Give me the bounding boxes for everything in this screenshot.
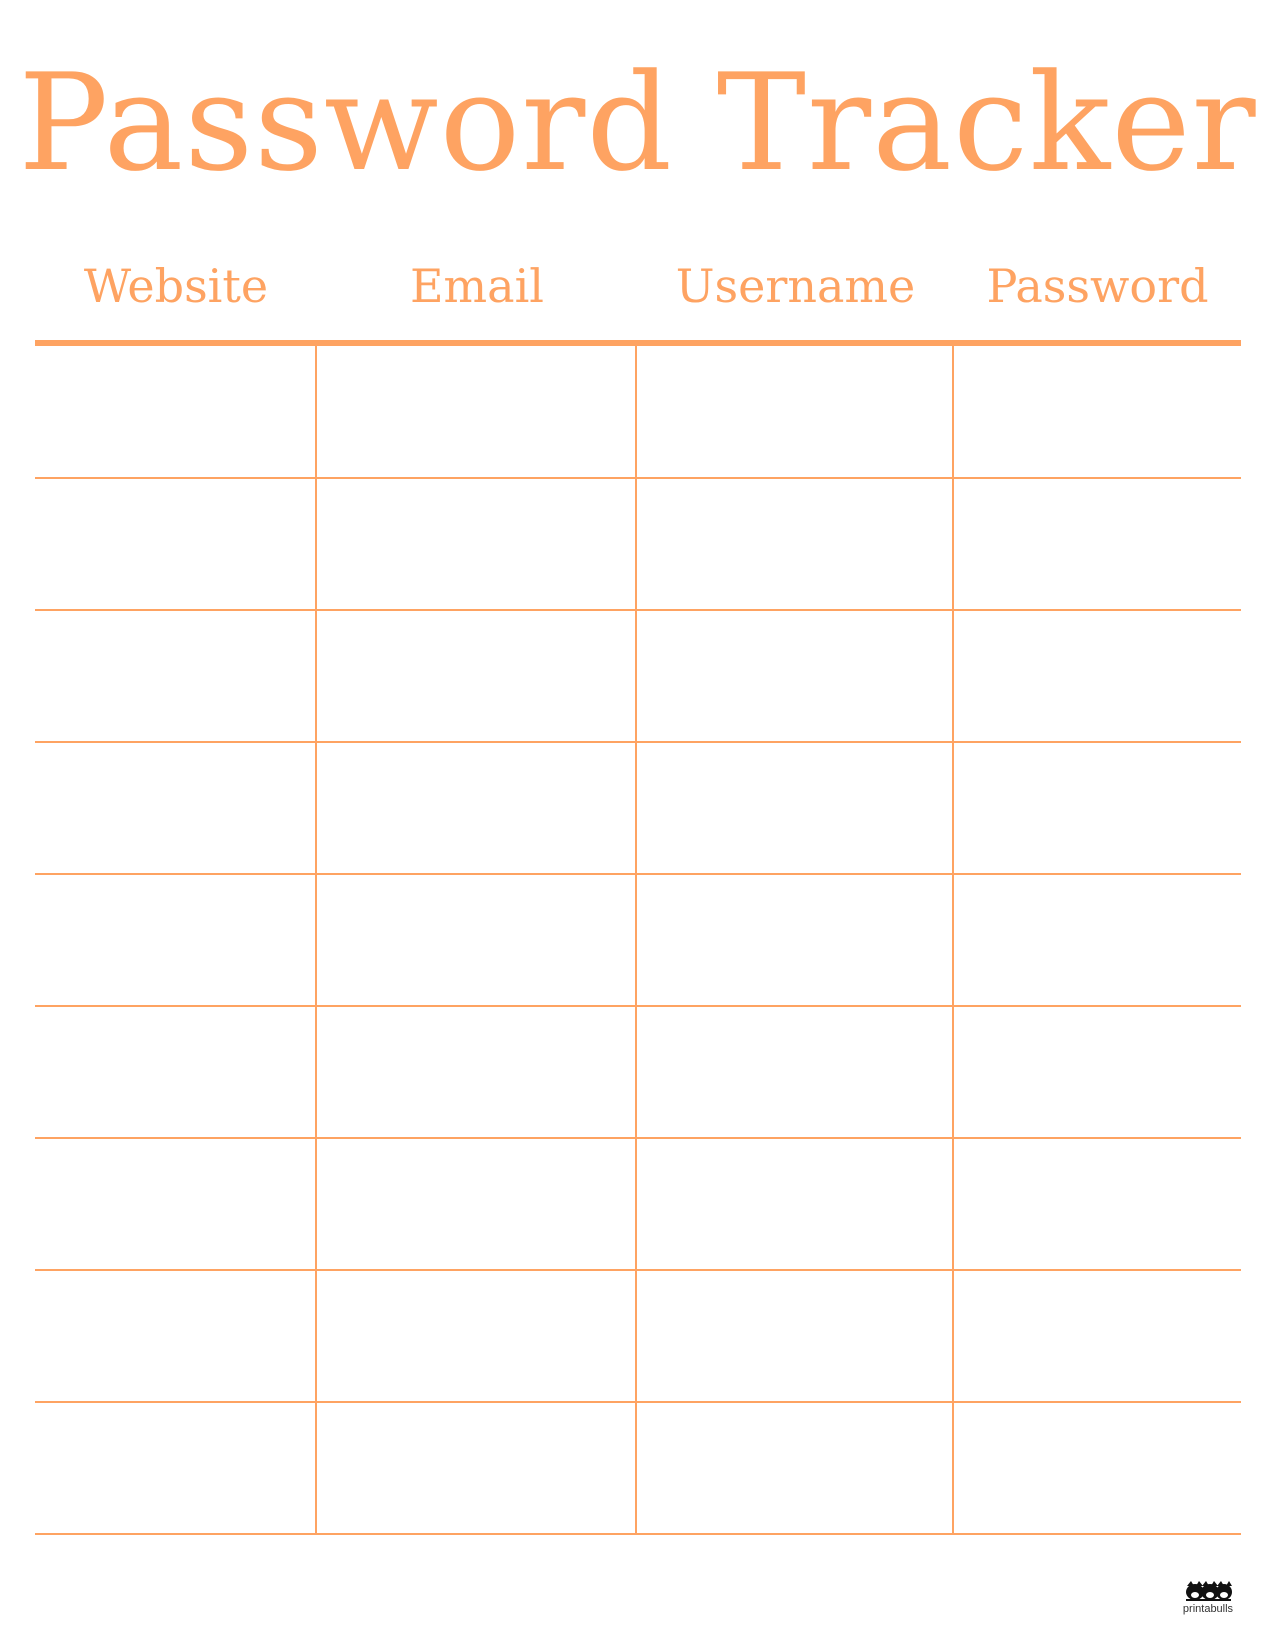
table-cell-password[interactable] (954, 1403, 1241, 1533)
table-row (35, 479, 1241, 611)
table-cell-email[interactable] (317, 1007, 637, 1137)
table-cell-website[interactable] (35, 1403, 317, 1533)
table-cell-username[interactable] (637, 346, 954, 477)
table-cell-website[interactable] (35, 743, 317, 873)
table-cell-username[interactable] (637, 1007, 954, 1137)
table-cell-email[interactable] (317, 1139, 637, 1269)
table-row (35, 875, 1241, 1007)
table-cell-username[interactable] (637, 611, 954, 741)
table-cell-email[interactable] (317, 875, 637, 1005)
table-cell-password[interactable] (954, 479, 1241, 609)
password-table (35, 346, 1241, 1543)
table-row (35, 1271, 1241, 1403)
bulldog-logo-icon (1183, 1580, 1233, 1602)
column-header-password: Password (986, 259, 1209, 313)
column-header-username: Username (675, 259, 916, 313)
column-header-email: Email (409, 259, 545, 313)
table-cell-website[interactable] (35, 1139, 317, 1269)
table-cell-email[interactable] (317, 611, 637, 741)
table-cell-website[interactable] (35, 875, 317, 1005)
table-cell-username[interactable] (637, 479, 954, 609)
table-cell-email[interactable] (317, 479, 637, 609)
table-cell-website[interactable] (35, 346, 317, 477)
table-cell-website[interactable] (35, 611, 317, 741)
table-cell-password[interactable] (954, 1139, 1241, 1269)
table-cell-username[interactable] (637, 1403, 954, 1533)
table-row (35, 1007, 1241, 1139)
page-title: Password Tracker (18, 45, 1257, 201)
table-cell-email[interactable] (317, 1403, 637, 1533)
table-cell-username[interactable] (637, 1139, 954, 1269)
table-cell-email[interactable] (317, 743, 637, 873)
table-cell-website[interactable] (35, 1271, 317, 1401)
table-cell-password[interactable] (954, 611, 1241, 741)
table-cell-email[interactable] (317, 346, 637, 477)
table-cell-password[interactable] (954, 875, 1241, 1005)
column-header-website: Website (83, 259, 269, 313)
table-cell-website[interactable] (35, 479, 317, 609)
table-row (35, 346, 1241, 479)
table-cell-password[interactable] (954, 1007, 1241, 1137)
table-cell-email[interactable] (317, 1271, 637, 1401)
table-cell-password[interactable] (954, 1271, 1241, 1401)
table-row (35, 743, 1241, 875)
table-row (35, 1139, 1241, 1271)
table-cell-password[interactable] (954, 346, 1241, 477)
table-cell-username[interactable] (637, 743, 954, 873)
table-cell-username[interactable] (637, 875, 954, 1005)
table-row (35, 1403, 1241, 1535)
table-cell-website[interactable] (35, 1007, 317, 1137)
table-row (35, 611, 1241, 743)
table-cell-username[interactable] (637, 1271, 954, 1401)
table-cell-password[interactable] (954, 743, 1241, 873)
brand-footer (1168, 1580, 1248, 1615)
brand-name: printabulls (1182, 1603, 1234, 1615)
